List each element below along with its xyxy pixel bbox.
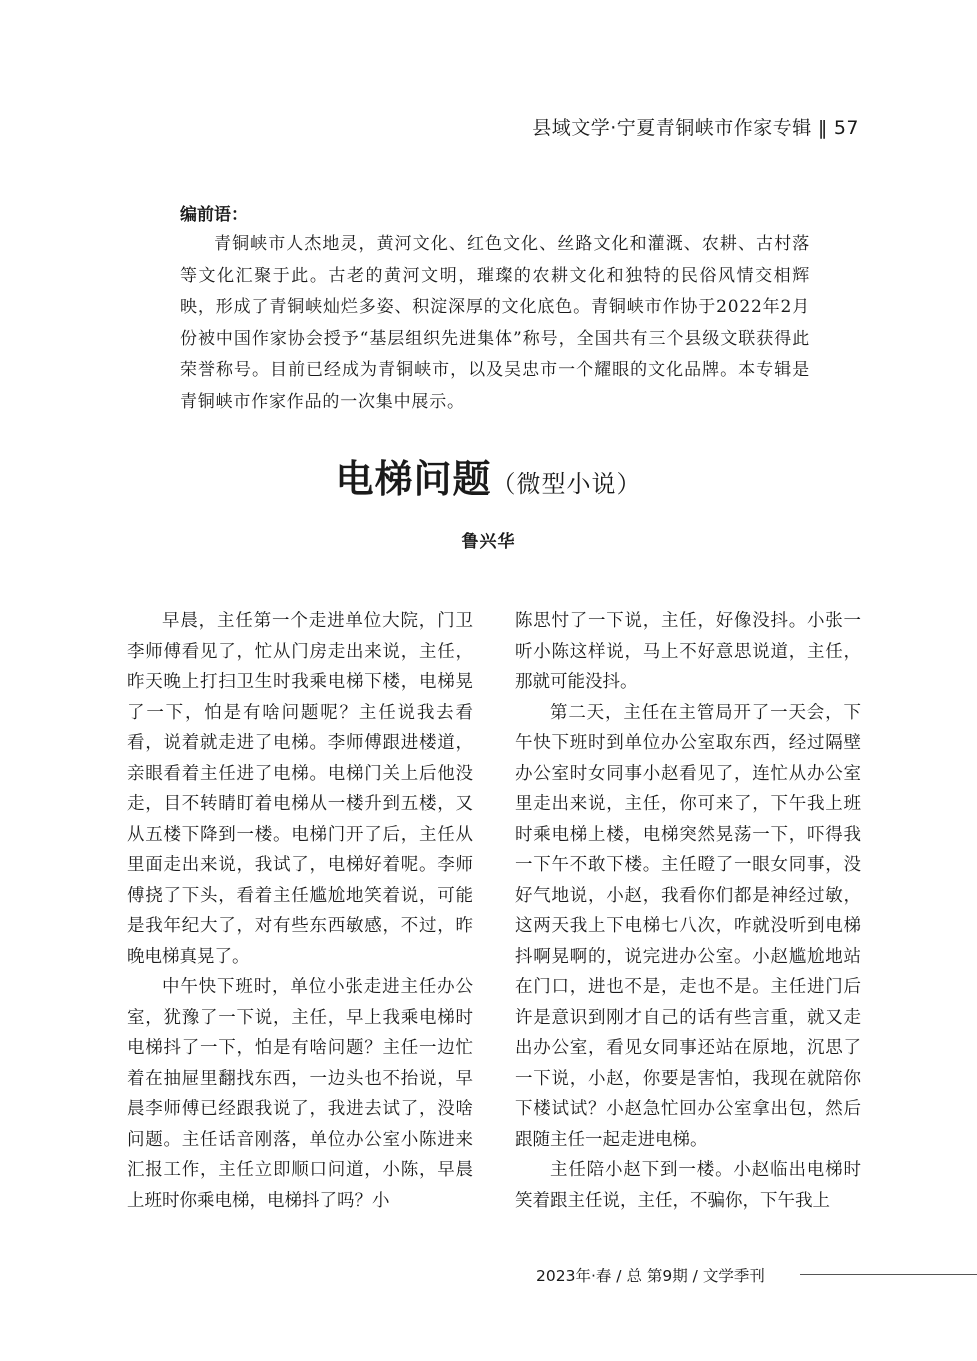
body-paragraph-continued: 陈思忖了一下说，主任，好像没抖。小张一听小陈这样说，马上不好意思说道，主任，那就可能没抖。 [515, 611, 861, 692]
article-title-block [0, 448, 977, 503]
editor-note-label: 编前语： [180, 205, 248, 225]
body-paragraph: 中午快下班时，单位小张走进主任办公室，犹豫了一下说，主任，早上我乘电梯时电梯抖了一下，怕是有啥问题？主任一边忙着在抽屉里翻找东西，一边头也不抬说，早晨李师傅已经跟我说了，我进去试了，没啥问题。主任话音刚落，单位办公室小陈进来汇报工作，主任立即顺口问道，小陈，早晨上班时你乘电梯，电梯抖了吗？小 [127, 977, 473, 1211]
section-title: 县域文学·宁夏青铜峡市作家专辑 [532, 117, 812, 139]
editor-note-text: 青铜峡市人杰地灵，黄河文化、红色文化、丝路文化和灌溉、农耕、古村落等文化汇聚于此。古老的黄河文明，璀璨的农耕文化和独特的民俗风情交相辉映，形成了青铜峡灿烂多姿、积淀深厚的文化底色。青铜峡市作协于2022年2月份被中国作家协会授予“基层组织先进集体”称号，全国共有三个县级文联获得此荣誉称号。目前已经成为青铜峡市，以及吴忠市一个耀眼的文化品牌。本专辑是青铜峡市作家作品的一次集中展示。 [180, 234, 810, 412]
running-header [532, 113, 859, 140]
page-number: 57 [833, 117, 859, 139]
footer-rule [800, 1274, 977, 1275]
body-paragraph: 早晨，主任第一个走进单位大院，门卫李师傅看见了，忙从门房走出来说，主任，昨天晚上打扫卫生时我乘电梯下楼，电梯晃了一下，怕是有啥问题呢？主任说我去看看，说着就走进了电梯。李师傅跟进楼道，亲眼看着主任进了电梯。电梯门关上后他没走，目不转睛盯着电梯从一楼升到五楼，又从五楼下降到一楼。电梯门开了后，主任从里面走出来说，我试了，电梯好着呢。李师傅挠了下头，看着主任尴尬地笑着说，可能是我年纪大了，对有些东西敏感，不过，昨晚电梯真晃了。 [127, 611, 473, 967]
body-column-right [515, 606, 861, 1216]
header-separator: ‖ [817, 117, 828, 139]
issue-footer: 2023年·春 / 总 第9期 / 文学季刊 [536, 1267, 765, 1285]
article-subtitle: （微型小说） [491, 470, 642, 498]
body-paragraph: 第二天，主任在主管局开了一天会，下午快下班时到单位办公室取东西，经过隔壁办公室时女同事小赵看见了，连忙从办公室里走出来说，主任，你可来了，下午我上班时乘电梯上楼，电梯突然晃荡一下，吓得我一下午不敢下楼。主任瞪了一眼女同事，没好气地说，小赵，我看你们都是神经过敏，这两天我上下电梯七八次，咋就没听到电梯抖啊晃啊的，说完进办公室。小赵尴尬地站在门口，进也不是，走也不是。主任进门后许是意识到刚才自己的话有些言重，就又走出办公室，看见女同事还站在原地，沉思了一下说，小赵，你要是害怕，我现在就陪你下楼试试？小赵急忙回办公室拿出包，然后跟随主任一起走进电梯。 [515, 702, 861, 1150]
article-author: 鲁兴华 [461, 532, 516, 552]
article-title: 电梯问题 [335, 456, 492, 501]
body-paragraph: 主任陪小赵下到一楼。小赵临出电梯时笑着跟主任说，主任，不骗你，下午我上 [515, 1160, 861, 1211]
body-column-left [127, 606, 473, 1216]
